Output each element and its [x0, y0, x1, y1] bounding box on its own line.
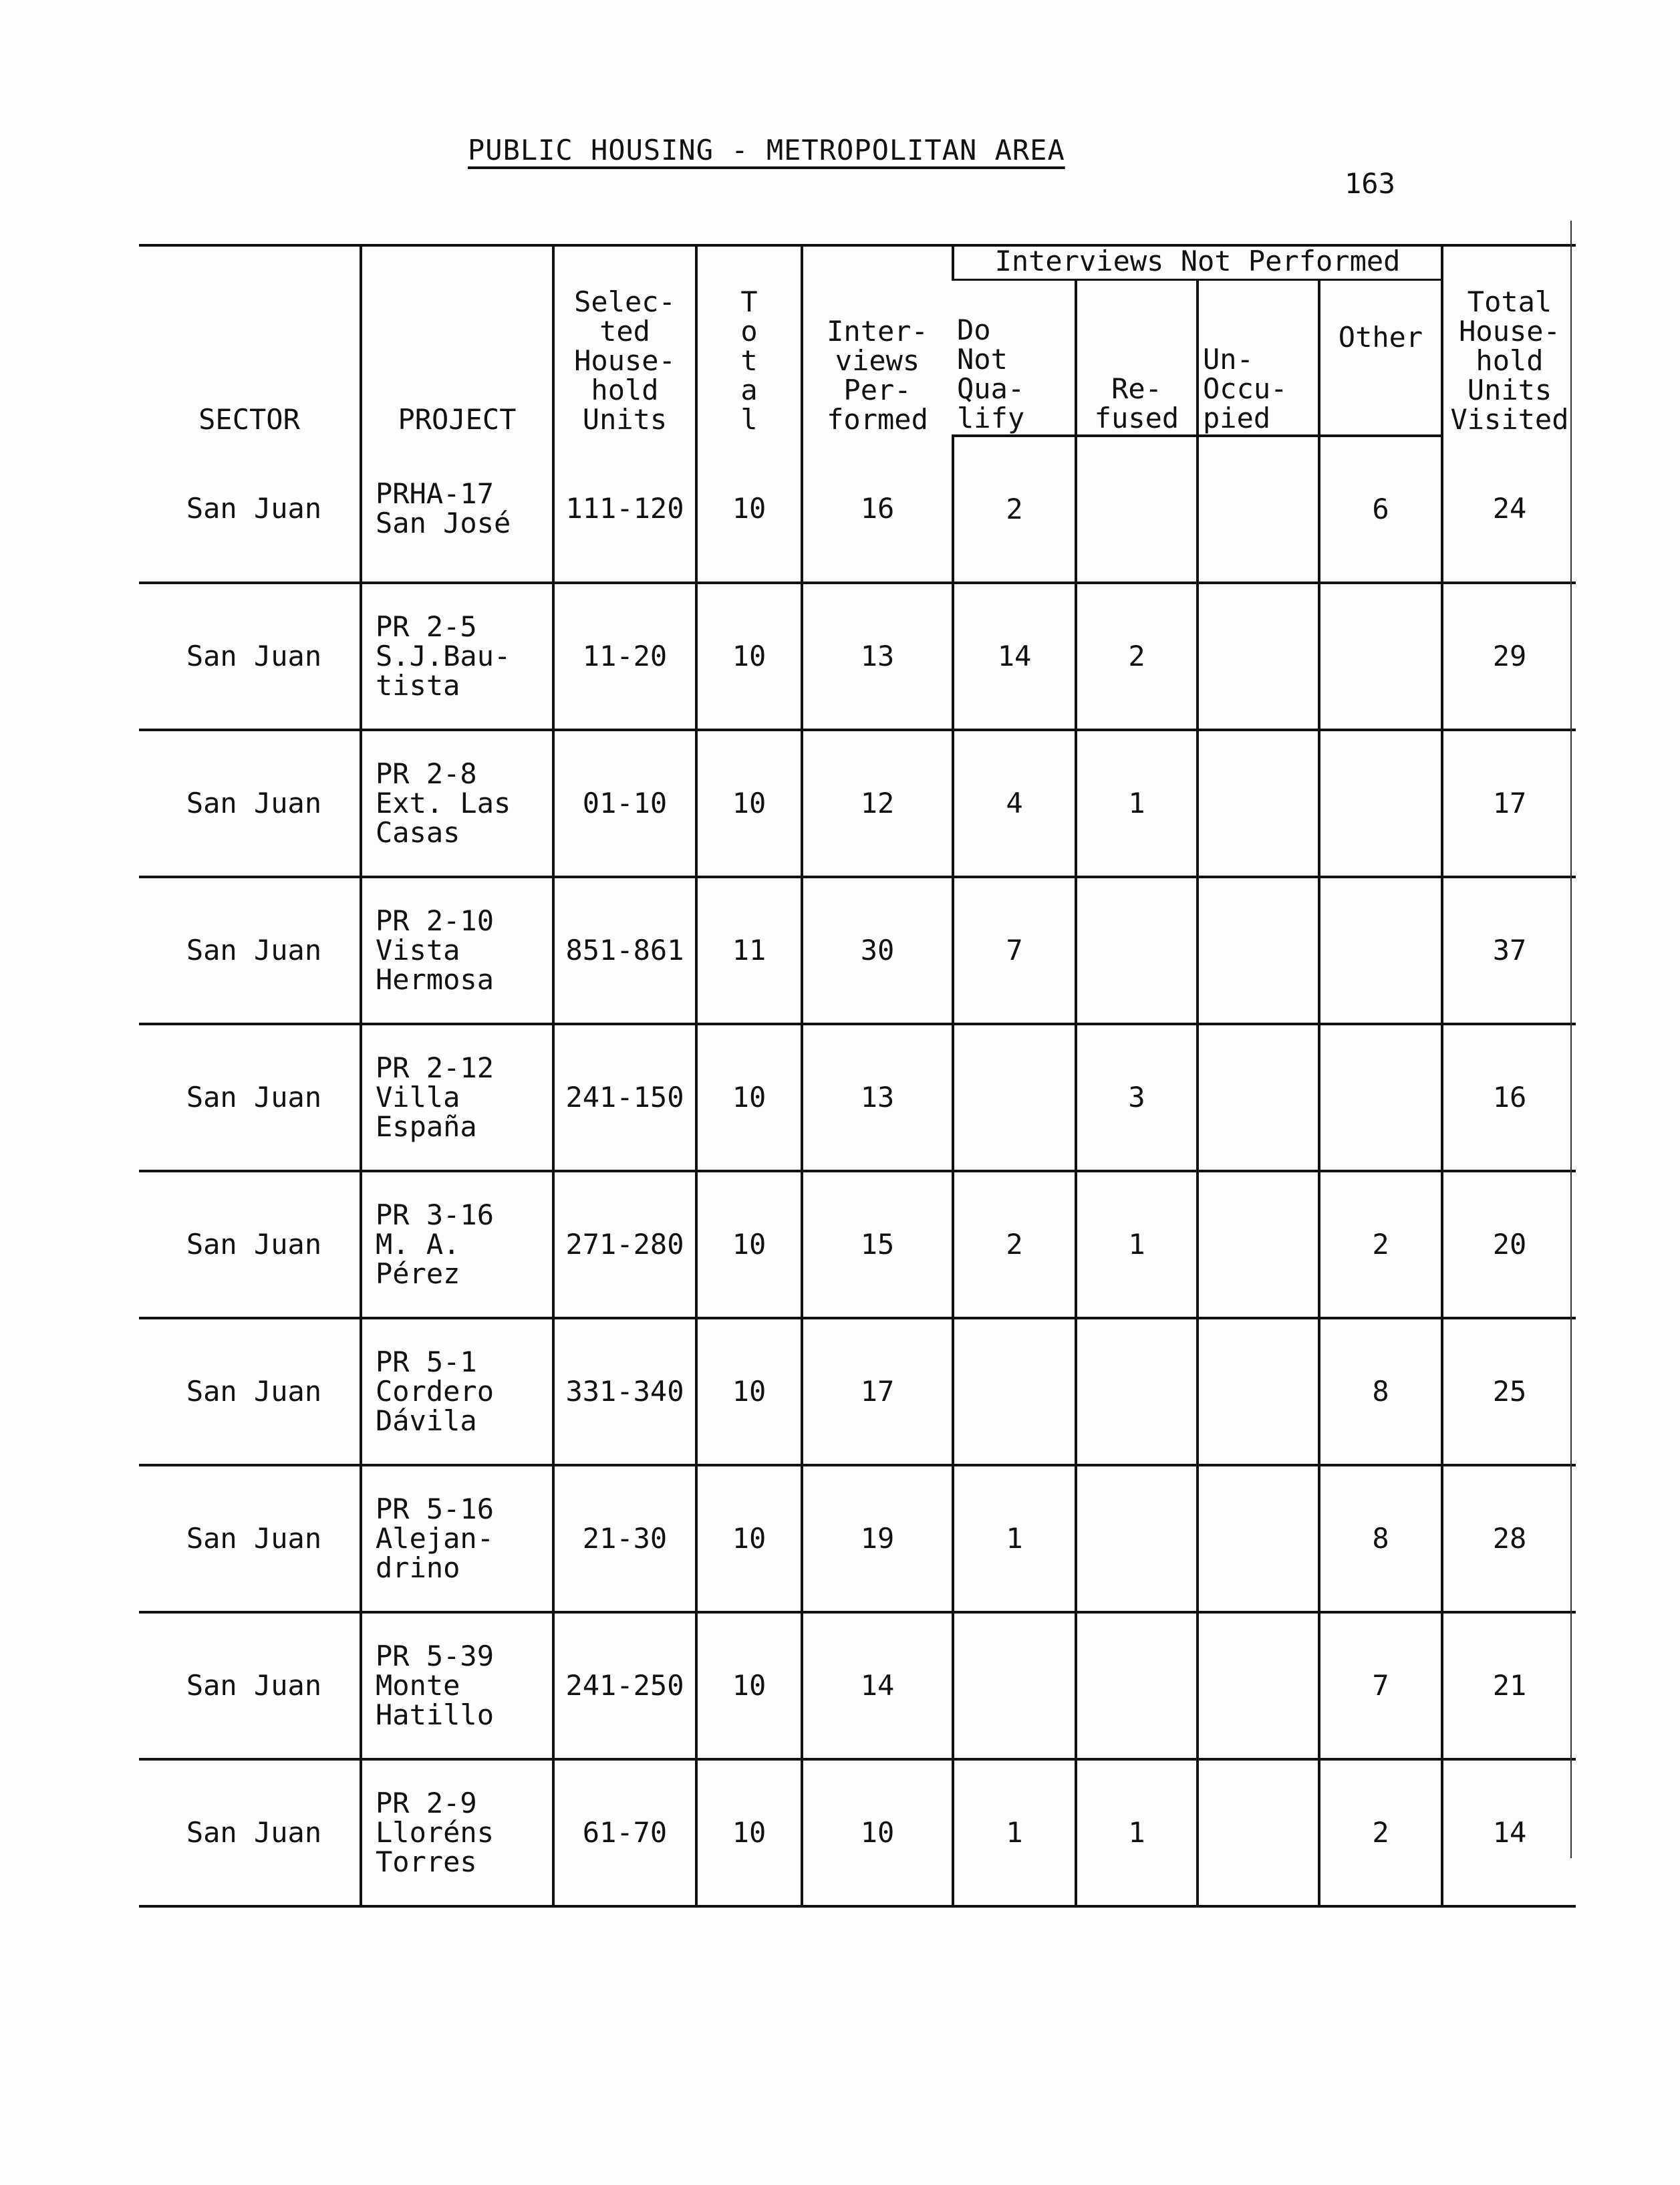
cell-refused: 1: [1076, 1171, 1198, 1318]
cell-refused: 3: [1076, 1024, 1198, 1171]
header-interviews-performed: Inter- views Per- formed: [802, 245, 953, 436]
cell-other: [1319, 877, 1442, 1024]
cell-refused: 1: [1076, 730, 1198, 877]
cell-total: 10: [696, 1465, 802, 1612]
right-edge-line: [1570, 221, 1572, 1858]
table-row: [139, 1171, 1576, 1318]
cell-visited: 14: [1442, 1759, 1576, 1906]
header-other: Other: [1319, 280, 1442, 436]
cell-performed: 16: [802, 436, 953, 583]
cell-other: [1319, 730, 1442, 877]
cell-visited: 29: [1442, 583, 1576, 730]
cell-refused: [1076, 1465, 1198, 1612]
header-total: T o t a l: [696, 245, 802, 436]
cell-units: 111-120: [553, 436, 696, 583]
cell-other: 7: [1319, 1612, 1442, 1759]
cell-unoccupied: [1198, 583, 1319, 730]
cell-sector: San Juan: [139, 877, 361, 1024]
cell-units: 331-340: [553, 1318, 696, 1465]
header-selected-units: Selec- ted House- hold Units: [553, 245, 696, 436]
cell-sector: San Juan: [139, 1171, 361, 1318]
cell-other: [1319, 583, 1442, 730]
cell-sector: San Juan: [139, 583, 361, 730]
table-row: [139, 877, 1576, 1024]
cell-unoccupied: [1198, 1612, 1319, 1759]
cell-visited: 16: [1442, 1024, 1576, 1171]
cell-total: 10: [696, 1612, 802, 1759]
cell-visited: 37: [1442, 877, 1576, 1024]
cell-visited: 17: [1442, 730, 1576, 877]
cell-project: PR 2-12 Villa España: [361, 1024, 553, 1171]
cell-unoccupied: [1198, 1318, 1319, 1465]
cell-dnq: 14: [953, 583, 1076, 730]
cell-refused: 1: [1076, 1759, 1198, 1906]
page-title: PUBLIC HOUSING - METROPOLITAN AREA: [468, 134, 1065, 166]
cell-refused: 2: [1076, 583, 1198, 730]
cell-other: 2: [1319, 1171, 1442, 1318]
cell-units: 11-20: [553, 583, 696, 730]
cell-project: PR 5-39 Monte Hatillo: [361, 1612, 553, 1759]
cell-project: PR 2-9 Lloréns Torres: [361, 1759, 553, 1906]
table-row: [139, 583, 1576, 730]
cell-unoccupied: [1198, 1024, 1319, 1171]
cell-performed: 19: [802, 1465, 953, 1612]
cell-unoccupied: [1198, 436, 1319, 583]
cell-units: 271-280: [553, 1171, 696, 1318]
cell-total: 10: [696, 1759, 802, 1906]
cell-refused: [1076, 1612, 1198, 1759]
cell-project: PR 5-16 Alejan- drino: [361, 1465, 553, 1612]
cell-refused: [1076, 436, 1198, 583]
cell-project: PRHA-17 San José: [361, 436, 553, 583]
cell-project: PR 2-8 Ext. Las Casas: [361, 730, 553, 877]
table-row: [139, 1465, 1576, 1612]
cell-visited: 20: [1442, 1171, 1576, 1318]
cell-refused: [1076, 1318, 1198, 1465]
cell-unoccupied: [1198, 1465, 1319, 1612]
housing-table: [139, 244, 1576, 1908]
cell-unoccupied: [1198, 877, 1319, 1024]
page-number: 163: [1345, 167, 1395, 200]
cell-visited: 21: [1442, 1612, 1576, 1759]
cell-performed: 30: [802, 877, 953, 1024]
cell-dnq: 4: [953, 730, 1076, 877]
cell-dnq: [953, 1024, 1076, 1171]
cell-sector: San Juan: [139, 730, 361, 877]
cell-performed: 14: [802, 1612, 953, 1759]
cell-dnq: [953, 1612, 1076, 1759]
cell-sector: San Juan: [139, 436, 361, 583]
cell-visited: 25: [1442, 1318, 1576, 1465]
table-row: [139, 1759, 1576, 1906]
cell-sector: San Juan: [139, 1612, 361, 1759]
header-total-visited: Total House- hold Units Visited: [1442, 245, 1576, 436]
cell-other: 8: [1319, 1318, 1442, 1465]
cell-unoccupied: [1198, 1171, 1319, 1318]
cell-units: 61-70: [553, 1759, 696, 1906]
cell-dnq: 2: [953, 436, 1076, 583]
cell-performed: 12: [802, 730, 953, 877]
cell-other: 2: [1319, 1759, 1442, 1906]
cell-dnq: 1: [953, 1759, 1076, 1906]
cell-performed: 17: [802, 1318, 953, 1465]
cell-dnq: 1: [953, 1465, 1076, 1612]
cell-total: 11: [696, 877, 802, 1024]
table-row: [139, 1024, 1576, 1171]
cell-total: 10: [696, 1024, 802, 1171]
header-not-performed-group: Interviews Not Performed: [953, 245, 1442, 280]
cell-sector: San Juan: [139, 1465, 361, 1612]
table-row: [139, 1612, 1576, 1759]
cell-unoccupied: [1198, 1759, 1319, 1906]
cell-units: 241-250: [553, 1612, 696, 1759]
cell-performed: 15: [802, 1171, 953, 1318]
cell-units: 851-861: [553, 877, 696, 1024]
cell-project: PR 5-1 Cordero Dávila: [361, 1318, 553, 1465]
cell-total: 10: [696, 583, 802, 730]
cell-other: 8: [1319, 1465, 1442, 1612]
cell-project: PR 3-16 M. A. Pérez: [361, 1171, 553, 1318]
cell-project: PR 2-10 Vista Hermosa: [361, 877, 553, 1024]
cell-other: [1319, 1024, 1442, 1171]
cell-sector: San Juan: [139, 1024, 361, 1171]
header-sector: SECTOR: [139, 245, 361, 436]
table-row: [139, 730, 1576, 877]
cell-refused: [1076, 877, 1198, 1024]
cell-total: 10: [696, 730, 802, 877]
table-row: [139, 1318, 1576, 1465]
cell-performed: 13: [802, 1024, 953, 1171]
header-project: PROJECT: [361, 245, 553, 436]
cell-total: 10: [696, 1318, 802, 1465]
cell-performed: 10: [802, 1759, 953, 1906]
cell-performed: 13: [802, 583, 953, 730]
header-refused: Re- fused: [1076, 280, 1198, 436]
cell-project: PR 2-5 S.J.Bau- tista: [361, 583, 553, 730]
cell-visited: 28: [1442, 1465, 1576, 1612]
cell-unoccupied: [1198, 730, 1319, 877]
cell-dnq: 7: [953, 877, 1076, 1024]
cell-units: 01-10: [553, 730, 696, 877]
cell-dnq: 2: [953, 1171, 1076, 1318]
cell-sector: San Juan: [139, 1318, 361, 1465]
cell-units: 241-150: [553, 1024, 696, 1171]
cell-units: 21-30: [553, 1465, 696, 1612]
cell-visited: 24: [1442, 436, 1576, 583]
table-row: [139, 436, 1576, 583]
cell-total: 10: [696, 436, 802, 583]
header-do-not-qualify: Do Not Qua- lify: [953, 280, 1076, 436]
cell-total: 10: [696, 1171, 802, 1318]
cell-sector: San Juan: [139, 1759, 361, 1906]
cell-other: 6: [1319, 436, 1442, 583]
header-unoccupied: Un- Occu- pied: [1198, 280, 1319, 436]
cell-dnq: [953, 1318, 1076, 1465]
